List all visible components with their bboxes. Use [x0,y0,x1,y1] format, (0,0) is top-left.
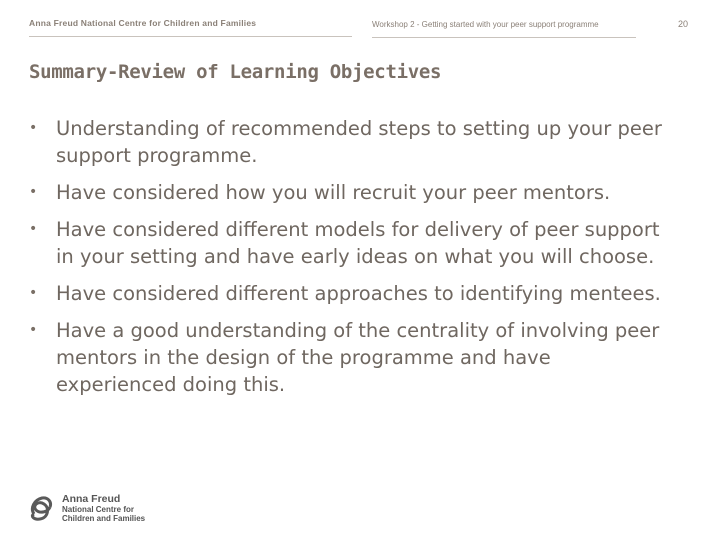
objective-item [29,179,669,206]
objective-item [29,317,669,398]
bullet-icon: • [29,322,38,338]
objective-text: Have considered different approaches to identifying mentees. [56,282,661,305]
bullet-icon: • [29,221,38,237]
page-number: 20 [678,19,689,29]
knot-logo-icon [26,492,58,524]
anna-freud-logo [26,490,145,526]
logo-line-1: National Centre for [62,505,135,514]
bullet-icon: • [29,120,38,136]
logo-line-2: Children and Families [62,514,146,523]
bullet-icon: • [29,285,38,301]
objective-item [29,216,669,270]
bullet-icon: • [29,184,38,200]
objective-text: Have considered different models for delivery of peer support in your setting and have early ideas on what you will choose. [56,218,660,268]
logo-name: Anna Freud [62,493,121,505]
objective-text: Have a good understanding of the centrality of involving peer mentors in the design of the programme and have experienced doing this. [56,319,660,396]
objective-item [29,280,669,307]
header-organisation: Anna Freud National Centre for Children and Families [29,18,352,37]
slide-title: Summary-Review of Learning Objectives [29,61,442,83]
objective-item [29,115,669,169]
objective-text: Understanding of recommended steps to setting up your peer support programme. [56,117,662,167]
header-workshop-title: Workshop 2 - Getting started with your peer support programme [372,20,636,38]
objective-text: Have considered how you will recruit your peer mentors. [56,181,611,204]
objectives-list [29,115,669,408]
